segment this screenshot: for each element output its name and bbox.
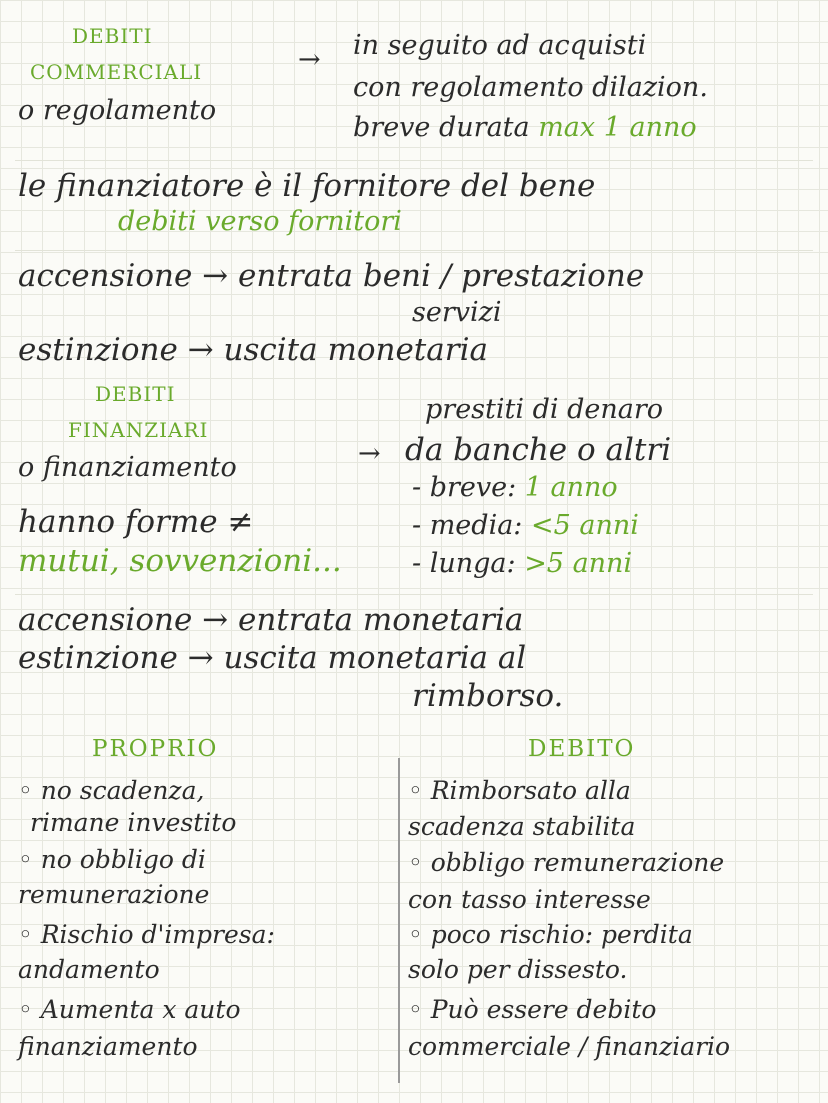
debito-line: solo per dissesto.: [408, 955, 628, 984]
prestiti-line2: da banche o altri: [405, 432, 672, 468]
proprio-line: ◦ Aumenta x auto: [18, 995, 241, 1024]
mutui-line: mutui, sovvenzioni...: [18, 543, 342, 579]
section-separator: [15, 250, 813, 251]
duration-value: >5 anni: [524, 548, 633, 579]
forme-line: hanno forme ≠: [18, 504, 254, 540]
proprio-line: ◦ Rischio d'impresa:: [18, 920, 275, 949]
commerciali-accensione-line: accensione → entrata beni / prestazione: [18, 258, 645, 294]
commerciali-desc-line1: in seguito ad acquisti: [353, 30, 647, 61]
debito-line: scadenza stabilita: [408, 812, 636, 841]
finanziari-subtitle: o finanziamento: [18, 452, 237, 483]
proprio-line: remunerazione: [18, 880, 210, 909]
debito-title: DEBITO: [528, 736, 636, 762]
finanziari-estinzione-line: estinzione → uscita monetaria al: [18, 640, 527, 676]
duration-media: [412, 510, 639, 541]
max-anno-text: max 1 anno: [538, 112, 697, 143]
debito-line: ◦ Rimborsato alla: [408, 776, 631, 805]
duration-value: 1 anno: [524, 472, 618, 503]
proprio-line: ◦ no scadenza,: [18, 776, 205, 805]
section-separator: [15, 594, 813, 595]
fornitori-line: debiti verso fornitori: [118, 206, 402, 237]
proprio-line: ◦ no obbligo di: [18, 845, 206, 874]
duration-value: <5 anni: [530, 510, 639, 541]
duration-lunga: [412, 548, 632, 579]
commerciali-arrow: →: [298, 44, 321, 75]
debito-line: ◦ obbligo remunerazione: [408, 848, 725, 877]
finanziari-title-line1: DEBITI: [95, 382, 176, 406]
duration-breve: [412, 472, 618, 503]
proprio-line: andamento: [18, 955, 160, 984]
section-separator: [15, 160, 813, 161]
duration-label: - breve:: [412, 472, 525, 503]
commerciali-subtitle: o regolamento: [18, 95, 217, 126]
prestiti-line1: prestiti di denaro: [425, 394, 663, 425]
finanziatore-line: le finanziatore è il fornitore del bene: [18, 168, 596, 204]
breve-durata-text: breve durata: [353, 112, 539, 143]
proprio-title: PROPRIO: [92, 736, 219, 762]
duration-label: - lunga:: [412, 548, 525, 579]
finanziari-arrow: →: [358, 438, 381, 469]
debito-line: ◦ poco rischio: perdita: [408, 920, 693, 949]
commerciali-title-line1: DEBITI: [72, 24, 153, 48]
finanziari-title-line2: FINANZIARI: [68, 418, 209, 442]
finanziari-accensione-line: accensione → entrata monetaria: [18, 602, 524, 638]
commerciali-desc-line2: con regolamento dilazion.: [353, 72, 708, 103]
proprio-line: rimane investito: [30, 808, 237, 837]
commerciali-desc-line3: [353, 112, 697, 143]
rimborso-line: rimborso.: [412, 678, 564, 714]
servizi-line: servizi: [412, 297, 502, 328]
commerciali-estinzione-line: estinzione → uscita monetaria: [18, 332, 488, 368]
debito-line: ◦ Può essere debito: [408, 995, 657, 1024]
commerciali-title-line2: COMMERCIALI: [30, 60, 203, 84]
column-divider: [398, 758, 400, 1083]
debito-line: commerciale / finanziario: [408, 1032, 731, 1061]
debito-line: con tasso interesse: [408, 885, 651, 914]
proprio-line: finanziamento: [18, 1032, 198, 1061]
duration-label: - media:: [412, 510, 531, 541]
